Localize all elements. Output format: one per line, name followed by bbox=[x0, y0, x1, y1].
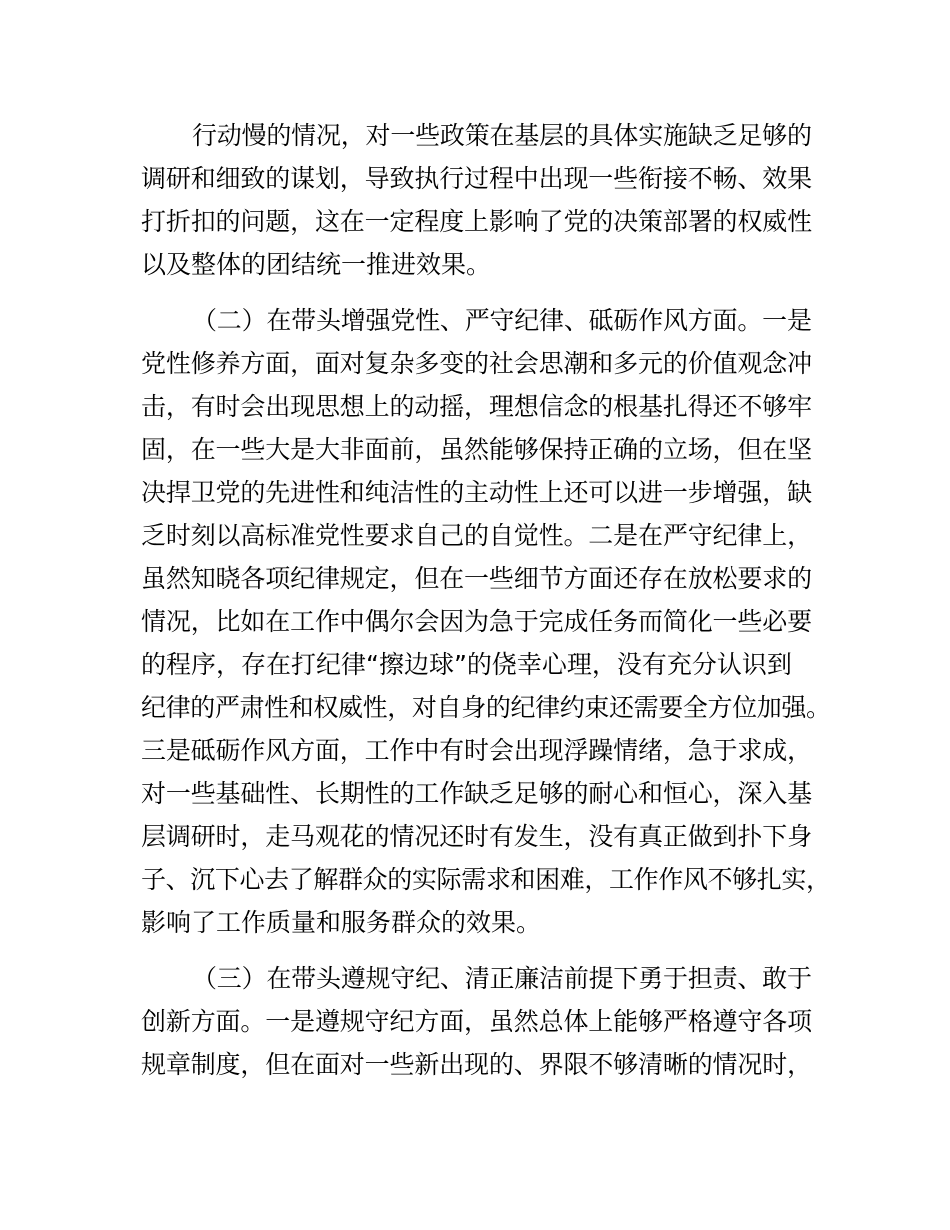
text-line: （三）在带头遵规守纪、清正廉洁前提下勇于担责、敢于 bbox=[192, 964, 812, 993]
text-line: 行动慢的情况，对一些政策在基层的具体实施缺乏足够的 bbox=[192, 121, 812, 150]
text-line: 规章制度，但在面对一些新出现的、界限不够清晰的情况时， bbox=[141, 1050, 812, 1079]
text-line: 乏时刻以高标准党性要求自己的自觉性。二是在严守纪律上， bbox=[141, 521, 812, 550]
text-line: 情况，比如在工作中偶尔会因为急于完成任务而简化一些必要 bbox=[141, 607, 812, 636]
text-line: 层调研时，走马观花的情况还时有发生，没有真正做到扑下身 bbox=[141, 822, 812, 851]
text-line: 子、沉下心去了解群众的实际需求和困难，工作作风不够扎实， bbox=[141, 865, 831, 894]
text-line: （二）在带头增强党性、严守纪律、砥砺作风方面。一是 bbox=[192, 306, 812, 335]
text-line: 党性修养方面，面对复杂多变的社会思潮和多元的价值观念冲 bbox=[141, 349, 812, 378]
text-line: 调研和细致的谋划，导致执行过程中出现一些衔接不畅、效果 bbox=[141, 164, 812, 193]
text-line: 的程序，存在打纪律“擦边球”的侥幸心理，没有充分认识到 bbox=[141, 650, 792, 679]
text-line: 虽然知晓各项纪律规定，但在一些细节方面还存在放松要求的 bbox=[141, 564, 812, 593]
text-line: 击，有时会出现思想上的动摇，理想信念的根基扎得还不够牢 bbox=[141, 392, 812, 421]
text-line: 以及整体的团结统一推进效果。 bbox=[141, 250, 492, 279]
text-line: 三是砥砺作风方面，工作中有时会出现浮躁情绪，急于求成， bbox=[141, 736, 812, 765]
text-line: 创新方面。一是遵规守纪方面，虽然总体上能够严格遵守各项 bbox=[141, 1007, 812, 1036]
text-line: 固，在一些大是大非面前，虽然能够保持正确的立场，但在坚 bbox=[141, 435, 812, 464]
text-line: 影响了工作质量和服务群众的效果。 bbox=[141, 908, 542, 937]
text-line: 打折扣的问题，这在一定程度上影响了党的决策部署的权威性 bbox=[141, 207, 812, 236]
text-line: 对一些基础性、长期性的工作缺乏足够的耐心和恒心，深入基 bbox=[141, 779, 812, 808]
text-line: 决捍卫党的先进性和纯洁性的主动性上还可以进一步增强，缺 bbox=[141, 478, 812, 507]
text-line: 纪律的严肃性和权威性，对自身的纪律约束还需要全方位加强。 bbox=[141, 693, 831, 722]
